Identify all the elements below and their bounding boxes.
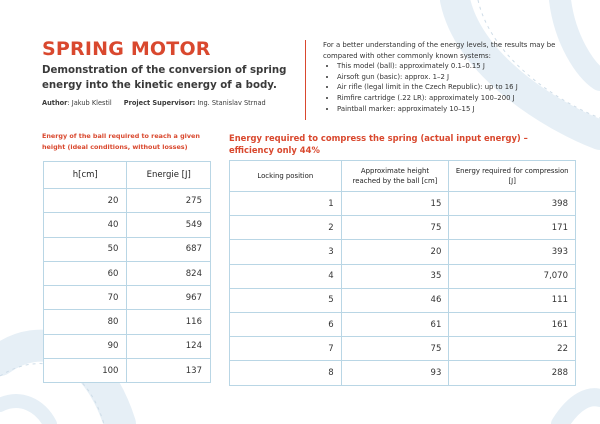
- table-row: [44, 213, 211, 237]
- table-row: [44, 237, 211, 261]
- cell-position: 1: [230, 192, 342, 216]
- list-item: • This model (ball): approximately 0.1–0.15 J: [337, 61, 585, 72]
- cell-energy: 7,070: [449, 264, 576, 288]
- cell-energy: 393: [449, 240, 576, 264]
- vertical-divider: [305, 40, 306, 120]
- notes-intro: For a better understanding of the energy levels, the results may be compared with other commonly known systems:: [323, 41, 556, 60]
- cell-height: 60: [44, 261, 127, 285]
- cell-position: 8: [230, 361, 342, 385]
- cell-position: 2: [230, 216, 342, 240]
- cell-energy: 137: [127, 359, 211, 383]
- height-energy-table: [43, 161, 211, 383]
- cell-height: 40: [44, 213, 127, 237]
- cell-energy: 22: [449, 337, 576, 361]
- table-row: [230, 312, 576, 336]
- list-item: • Paintball marker: approximately 10–15 J: [337, 104, 585, 115]
- cell-energy: 288: [449, 361, 576, 385]
- table-row: [230, 216, 576, 240]
- cell-energy: 967: [127, 286, 211, 310]
- cell-position: 7: [230, 337, 342, 361]
- table-header-row: [230, 161, 576, 192]
- cell-energy: 687: [127, 237, 211, 261]
- compression-energy-table: [229, 160, 576, 386]
- table-row: [230, 192, 576, 216]
- table-row: [44, 310, 211, 334]
- cell-height: 100: [44, 359, 127, 383]
- cell-energy: 275: [127, 189, 211, 213]
- page-title: SPRING MOTOR: [42, 38, 211, 60]
- table-row: [230, 361, 576, 385]
- table-row: [44, 334, 211, 358]
- cell-height: 15: [341, 192, 449, 216]
- table-row: [230, 264, 576, 288]
- column-header-compression-energy: Energy required for compression [J]: [449, 161, 576, 192]
- author-name: Jakub Klestil: [71, 99, 112, 107]
- cell-height: 80: [44, 310, 127, 334]
- cell-energy: 124: [127, 334, 211, 358]
- table-row: [230, 240, 576, 264]
- column-header-height-reached: Approximate height reached by the ball [cm]: [341, 161, 449, 192]
- table-row: [44, 359, 211, 383]
- cell-height: 90: [44, 334, 127, 358]
- notes-list: [323, 61, 585, 114]
- cell-position: 6: [230, 312, 342, 336]
- table-row: [44, 261, 211, 285]
- page-subtitle: Demonstration of the conversion of spring energy into the kinetic energy of a body.: [42, 65, 287, 91]
- left-table-caption: Energy of the ball required to reach a given height (ideal conditions, without losses): [42, 132, 200, 151]
- column-header-locking-position: Locking position: [230, 161, 342, 192]
- list-item: • Air rifle (legal limit in the Czech Republic): up to 16 J: [337, 82, 585, 93]
- table-header-row: [44, 162, 211, 189]
- cell-energy: 111: [449, 288, 576, 312]
- cell-height: 20: [341, 240, 449, 264]
- cell-height: 35: [341, 264, 449, 288]
- table-row: [44, 286, 211, 310]
- cell-energy: 398: [449, 192, 576, 216]
- cell-height: 50: [44, 237, 127, 261]
- cell-position: 5: [230, 288, 342, 312]
- cell-energy: 171: [449, 216, 576, 240]
- column-header-height: h[cm]: [44, 162, 127, 189]
- cell-energy: 824: [127, 261, 211, 285]
- list-item: • Rimfire cartridge (.22 LR): approximately 100–200 J: [337, 93, 585, 104]
- cell-energy: 161: [449, 312, 576, 336]
- cell-position: 4: [230, 264, 342, 288]
- column-header-energy: Energie [J]: [127, 162, 211, 189]
- cell-energy: 116: [127, 310, 211, 334]
- table-row: [230, 288, 576, 312]
- cell-position: 3: [230, 240, 342, 264]
- table-row: [230, 337, 576, 361]
- cell-height: 75: [341, 337, 449, 361]
- cell-height: 61: [341, 312, 449, 336]
- table-row: [44, 189, 211, 213]
- cell-height: 93: [341, 361, 449, 385]
- cell-height: 20: [44, 189, 127, 213]
- cell-height: 70: [44, 286, 127, 310]
- cell-energy: 549: [127, 213, 211, 237]
- comparison-notes: [323, 40, 585, 114]
- author-label: Author: [42, 99, 68, 107]
- cell-height: 75: [341, 216, 449, 240]
- list-item: • Airsoft gun (basic): approx. 1–2 J: [337, 72, 585, 83]
- supervisor-name: Ing. Stanislav Strnad: [197, 99, 266, 107]
- credits: Author: Jakub Klestil Project Supervisor: Ing. Stanislav Strnad: [42, 99, 266, 107]
- supervisor-label: Project Supervisor:: [123, 99, 196, 107]
- right-table-caption: Energy required to compress the spring (actual input energy) – efficiency only 44%: [229, 133, 528, 155]
- cell-height: 46: [341, 288, 449, 312]
